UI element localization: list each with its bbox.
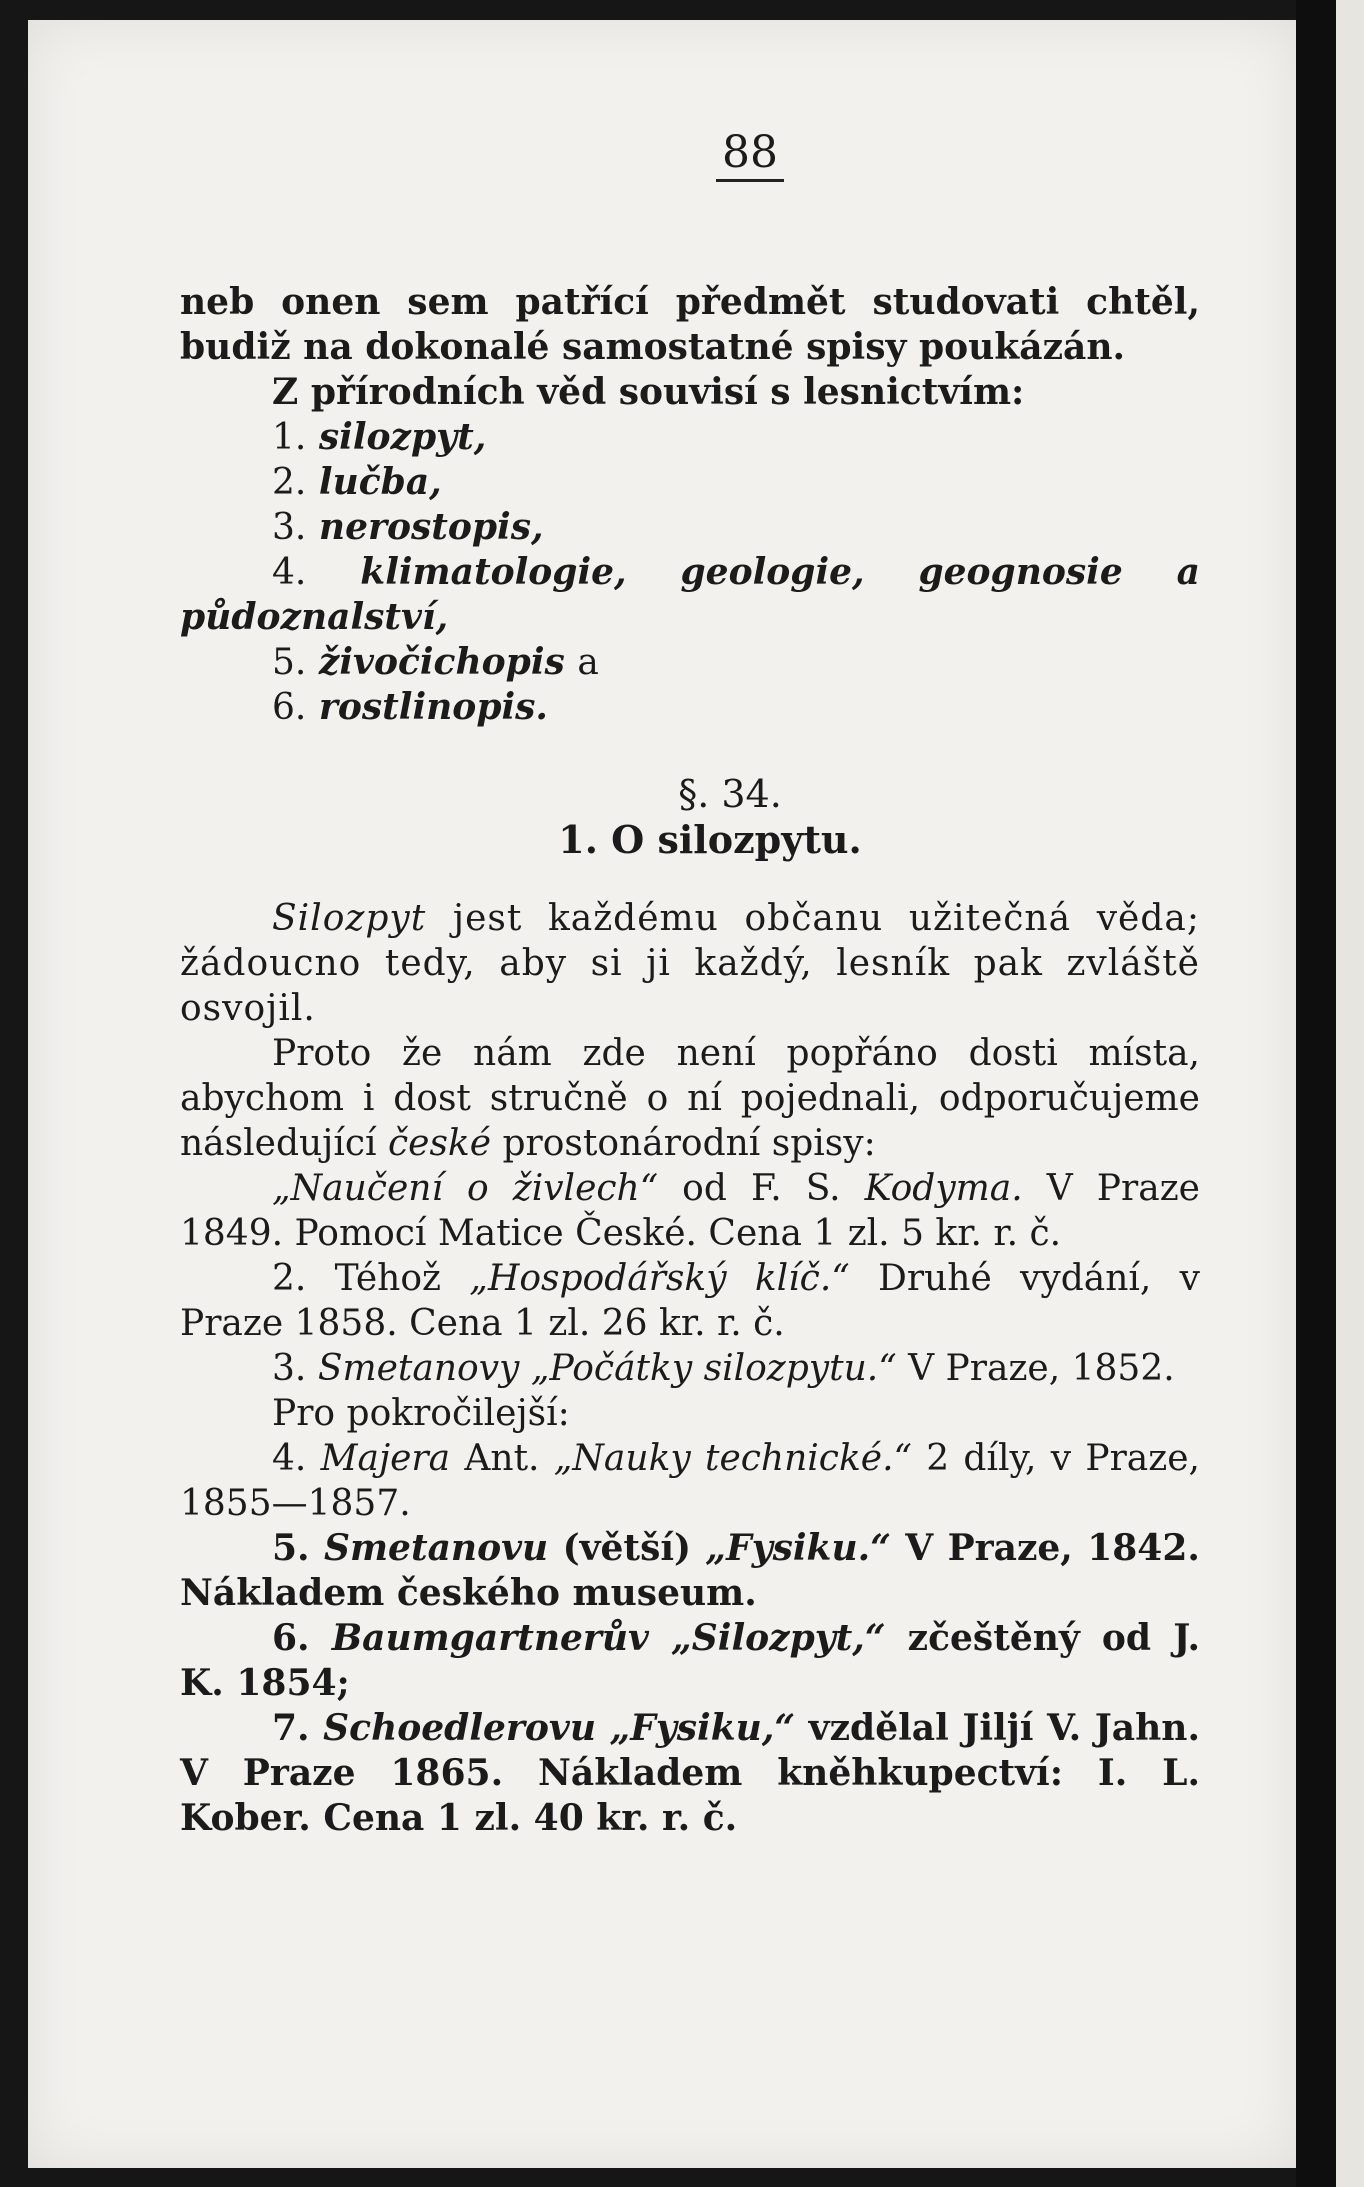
reference-1: „Naučení o živlech“ od F. S. Kodyma. V Praze 1849. Pomocí Matice České. Cena 1 zl. 5 kr. r. č. [180,1168,1200,1254]
advanced-label: Pro pokročilejší: [272,1393,570,1434]
reference-4: 4. Majera Ant. „Nauky technické.“ 2 díly, v Praze, 1855—1857. [180,1438,1200,1524]
page-gutter-shadow [1296,0,1336,2187]
reference-2: 2. Téhož „Hospodářský klíč.“ Druhé vydání, v Praze 1858. Cena 1 zl. 26 kr. r. č. [180,1258,1200,1344]
paragraph-recommend: Proto že nám zde není popřáno dosti místa, abychom i dost stručně o ní pojednali, odporučujeme následující české prostonárodní spisy: [180,1033,1200,1164]
list-item: 5. živočichopis a [272,641,599,683]
list-item: 3. nerostopis, [272,506,544,548]
reference-6: 6. Baumgartnerův „Silozpyt,“ zčeštěný od J. K. 1854; [180,1617,1200,1704]
paragraph-intro: neb onen sem patřící předmět studovati chtěl, budiž na dokonalé samostatné spisy poukázán. [180,281,1200,368]
list-item: 6. rostlinopis. [272,686,548,728]
reference-7: 7. Schoedlerovu „Fysiku,“ vzdělal Jiljí V. Jahn. V Praze 1865. Nákladem kněhkupectví: I. L. Kober. Cena 1 zl. 40 kr. r. č. [180,1707,1200,1839]
paragraph-silozpyt: Silozpyt jest každému občanu užitečná věda; žádoucno tedy, aby si ji každý, lesník pak zvláště osvojil. [180,898,1200,1029]
reference-5: 5. Smetanovu (větší) „Fysiku.“ V Praze, 1842. Nákladem českého museum. [180,1527,1200,1614]
paragraph-sciences: Z přírodních věd souvisí s lesnictvím: [272,371,1025,413]
adjacent-page-edge [1336,0,1364,2187]
section-heading: 1. O silozpytu. [558,817,862,862]
science-list [180,415,1200,730]
page-number: 88 [300,130,1200,182]
list-item: 1. silozpyt, [272,416,487,458]
list-item: 2. lučba, [272,461,442,503]
list-item: 4. klimatologie, geologie, geognosie a půdoznalství, [180,551,1200,638]
section-mark: §. 34. [678,772,782,816]
page-text [180,127,1200,1841]
reference-3: 3. Smetanovy „Počátky silozpytu.“ V Praze, 1852. [272,1348,1175,1389]
